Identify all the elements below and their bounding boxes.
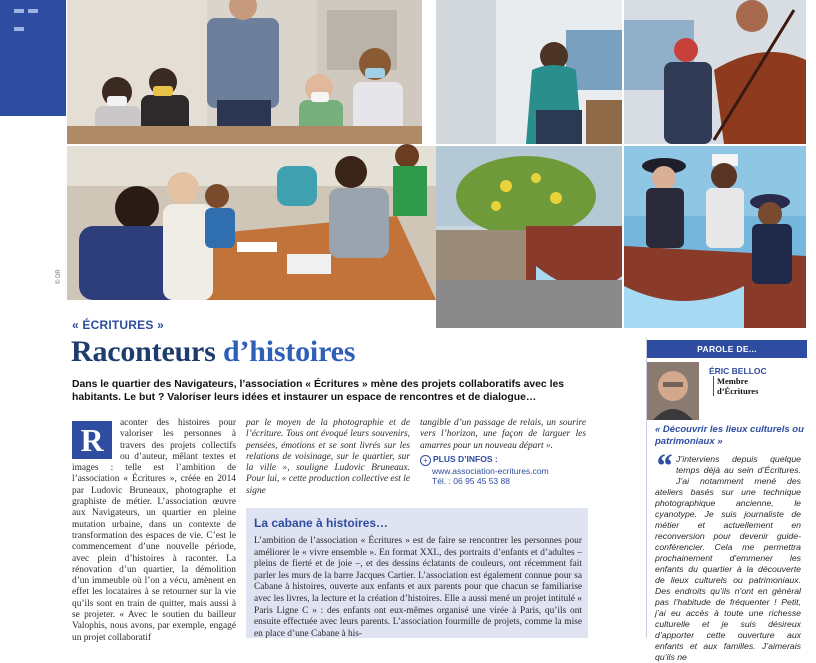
plus-icon: + [420, 455, 431, 466]
box-text: L’ambition de l’association « Écritures » est de faire se rencontrer les personnes pour améliorer le « vivre ensemble ». En format XXL, des portraits d’enfants et d’adultes – pleins de fierté et de joie –, et des dessins éclatants de couleurs, ont récemment fait parler les murs de la barre Jacques Cartier. L’association est également connue pour sa Cabane à histoires, ouverte aux enfants et aux parents pour que chacun se familiarise avec les livres, la lecture et la création d’histoires. Elle a aussi mené un projet intitulé « Paris Ligne C » : des enfants ont eux-mêmes organisé une virée à Paris, qu’ils ont ensuite effectuée avec leurs parents. L’association fourmille de projets, comme la mise en place d’une Cabane à his- [254, 536, 582, 639]
section-color-bar [0, 0, 66, 116]
quote-body [655, 448, 801, 662]
box-title: La cabane à histoires… [254, 516, 389, 530]
photo-garden-boat [436, 146, 622, 328]
more-info-website[interactable]: www.association-ecritures.com [432, 465, 549, 476]
photo-children-drawing [67, 146, 436, 300]
photo-violin-lesson [624, 0, 806, 144]
interviewee-name: ÉRIC BELLOC [709, 366, 767, 376]
column-3-text: tangible d’un passage de relais, un sourire vers l’horizon, une façon de larguer les amarres pour un nouveau départ ». [420, 418, 586, 451]
photo-children-workshop [67, 0, 422, 144]
more-info-label: PLUS D’INFOS : [433, 453, 498, 464]
section-tab-marks [14, 0, 54, 4]
sidebar-box-cabane [246, 508, 588, 638]
title-part-2: d’histoires [222, 335, 356, 368]
article-title [71, 335, 355, 369]
interview-sidebar [646, 338, 807, 662]
column-1-text: aconter des histoires pour valoriser les personnes à travers des projets collectifs ou d’auteur, mêlant textes et images : telle est l’ambition de l’association « Écritures », créée en 2014 par Ludovic Bruneaux, photographe et graphiste de métier. L’association œuvre aux Navigateurs, un quartier en pleine mutation urbaine, dans un contexte de transformation des espaces de vie. C’est le commencement d’une nouvelle période, avec plein d’histoires à raconter. La rénovation d’un quartier, la démolition d’un immeuble où l’on a vécu, amènent en effet les locataires à se retourner sur la vie qu’ils sont en train de quitter, mais aussi à se projeter. « Avec le soutien du bailleur Valophis, nous avons, par exemple, engagé un projet collaboratif [72, 418, 236, 643]
article-column-2: par le moyen de la photographie et de l’écriture. Tous ont évoqué leurs souvenirs, pensées, émotions et se sont livrés sur les relations de voisinage, sur le quartier, sur la ville », souligne Ludovic Bruneaux. Pour lui, « cette production collective est le signe [246, 418, 410, 496]
sidebar-header: PAROLE DE... [647, 340, 807, 358]
more-info [420, 454, 586, 487]
portrait-photo [647, 362, 699, 420]
more-info-phone: Tél. : 06 95 45 53 88 [432, 476, 510, 487]
title-part-1: Raconteurs [71, 335, 216, 368]
article-column-3 [420, 418, 586, 508]
quote-mark-icon: “ [655, 448, 672, 485]
role-line-1: Membre [717, 376, 748, 386]
quote-text: J’interviens depuis quelque temps déjà au sein d’Écritures. J’ai notamment mené des ateliers basés sur une technique photographique ancienne, le cyanotype. Je suis journaliste de métier et actuellement en reconversion pour devenir guide-conférencier. Cela me permettra prochainement d’emmener les enfants du quartier à la découverte de lieux culturels ou patrimoniaux. Des endroits qu’ils n’ont en général pas l’habitude de fréquenter ! Petit, j’ai eu accès à toute une richesse culturelle et je suis désireux d’apporter cette ouverture aux enfants et aux familles. J’aimerais qu’ils ne [655, 454, 801, 662]
section-kicker: « ÉCRITURES » [72, 318, 164, 332]
photo-credit: © DR [56, 269, 62, 284]
article-column-1 [72, 418, 236, 643]
interviewee-role [713, 376, 758, 396]
role-line-2: d’Écritures [717, 386, 759, 396]
photo-women-seated [436, 0, 622, 144]
quote-title: « Découvrir les lieux culturels ou patrimoniaux » [655, 424, 804, 447]
article-lede: Dans le quartier des Navigateurs, l’association « Écritures » mène des projets collaboratifs avec les habitants. Le but ? Valoriser leurs idées et instaurer un espace de rencontres et de dialogue… [72, 379, 565, 403]
photo-pirate-costumes [624, 146, 806, 328]
drop-cap: R [72, 421, 112, 459]
